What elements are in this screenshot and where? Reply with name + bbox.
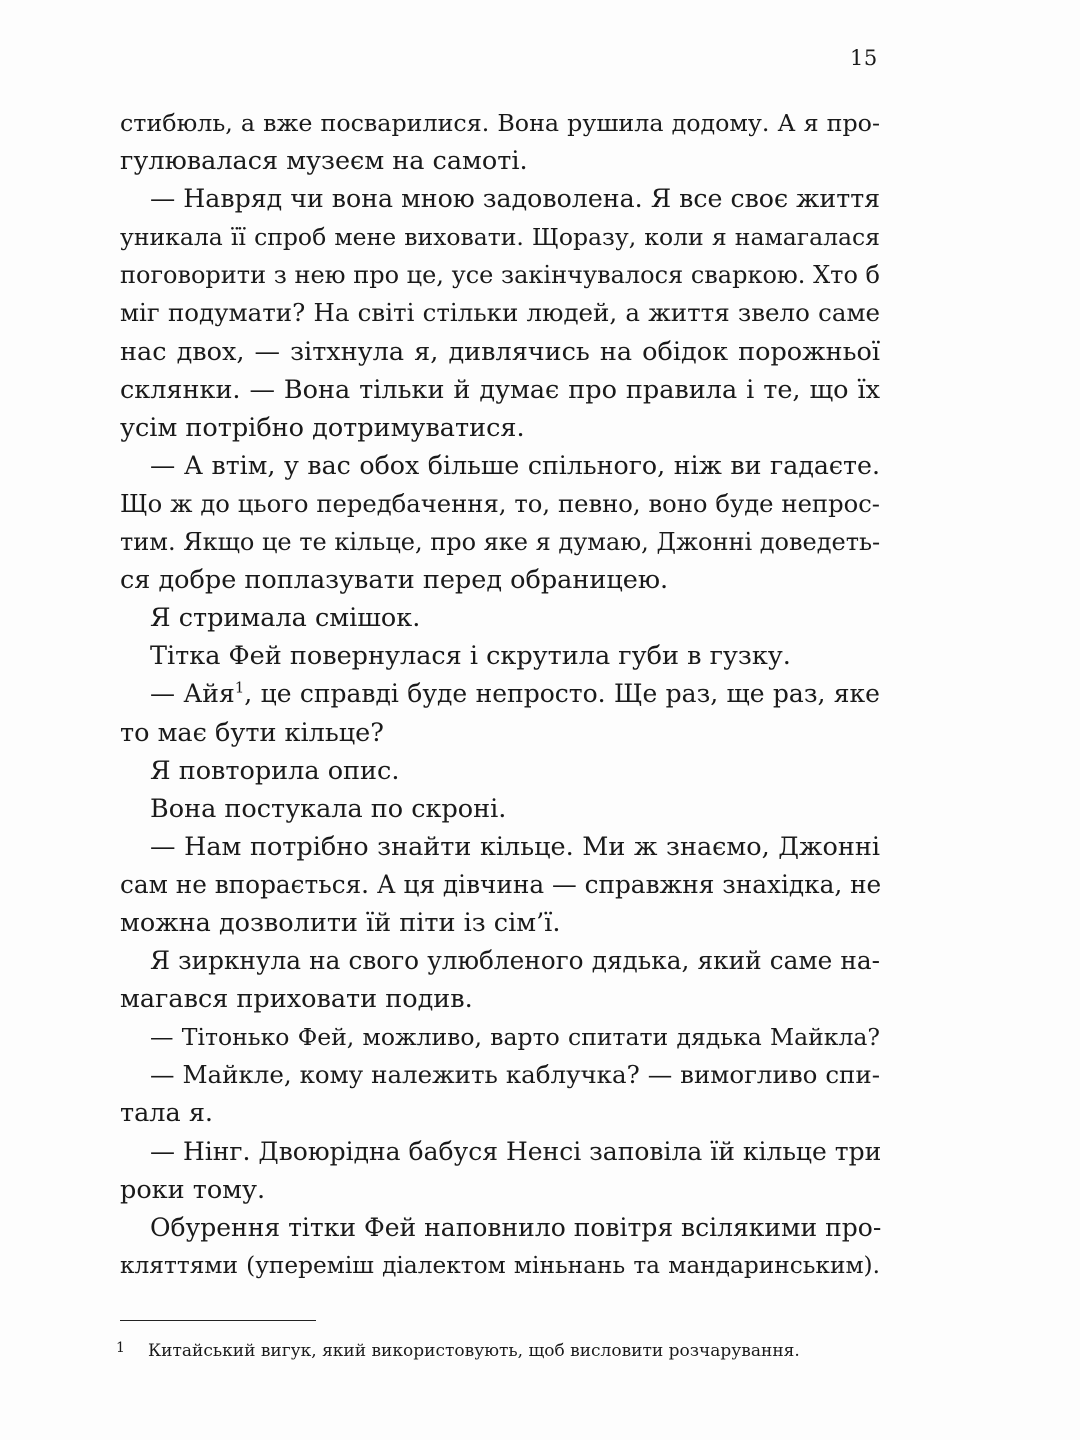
text-line: склянки. — Вона тільки й думає про правила і те, що їх [120, 374, 880, 405]
text-line: Я зиркнула на свого улюбленого дядька, який саме на- [150, 946, 880, 976]
text-line: усім потрібно дотримуватися. [120, 412, 525, 443]
text-line: уникала її спроб мене виховати. Щоразу, коли я намагалася [120, 223, 880, 252]
text-line: — Нінг. Двоюрідна бабуся Ненсі заповіла їй кільце три [150, 1136, 882, 1166]
text-line: нас двох, — зітхнула я, дивлячись на обідок порожньої [120, 336, 880, 367]
text-line: — Тітонько Фей, можливо, варто спитати дядька Майкла? [150, 1023, 880, 1052]
text-line: стибюль, а вже посварилися. Вона рушила додому. А я про- [120, 109, 880, 137]
text-line: міг подумати? На світі стільки людей, а життя звело саме [120, 298, 880, 328]
body-text [120, 104, 880, 1285]
text-line: Вона постукала по скроні. [150, 793, 507, 824]
text-line: Обурення тітки Фей наповнило повітря всілякими про- [150, 1212, 882, 1242]
footnote-text: Китайський вигук, який використовують, щоб висловити розчарування. [148, 1341, 800, 1361]
footnote-marker: 1 [234, 679, 245, 698]
text-line: — Майкле, кому належить каблучка? — вимогливо спи- [150, 1060, 880, 1090]
footnote-divider [120, 1320, 316, 1321]
footnote-number: 1 [116, 1340, 125, 1356]
text-line-with-footnote [120, 675, 880, 713]
text-segment: — Айя [150, 679, 235, 709]
text-line: — Навряд чи вона мною задоволена. Я все своє життя [150, 184, 881, 214]
text-line: — А втім, у вас обох більше спільного, ніж ви гадаєте. [150, 450, 880, 480]
text-line: Я повторила опис. [150, 755, 400, 786]
text-line: можна дозволити їй піти із сім’ї. [120, 907, 561, 938]
text-line: кляттями (упереміш діалектом міньнань та мандаринським). [120, 1251, 880, 1279]
text-line: то має бути кільце? [120, 717, 384, 748]
text-line: тала я. [120, 1098, 214, 1129]
text-line: гулювалася музеєм на самоті. [120, 146, 528, 177]
text-line: Я стримала смішок. [150, 603, 421, 634]
text-line: тим. Якщо це те кільце, про яке я думаю, Джонні доведеть- [120, 528, 881, 557]
text-line: — Нам потрібно знайти кільце. Ми ж знаємо, Джонні [150, 831, 880, 862]
text-line: Тітка Фей повернулася і скрутила губи в гузку. [150, 641, 791, 672]
text-line: Що ж до цього передбачення, то, певно, воно буде непрос- [120, 488, 880, 518]
text-line: поговорити з нею про це, усе закінчувалося сваркою. Хто б [120, 261, 880, 290]
text-line: ся добре поплазувати перед обраницею. [120, 565, 669, 596]
text-line: магався приховати подив. [120, 984, 473, 1015]
text-segment: , це справді буде непросто. Ще раз, ще раз, яке [244, 679, 880, 709]
footnote [116, 1336, 886, 1363]
text-line: роки тому. [120, 1174, 266, 1205]
page-number: 15 [850, 46, 878, 70]
text-line: сам не впорається. А ця дівчина — справжня знахідка, не [120, 869, 882, 899]
